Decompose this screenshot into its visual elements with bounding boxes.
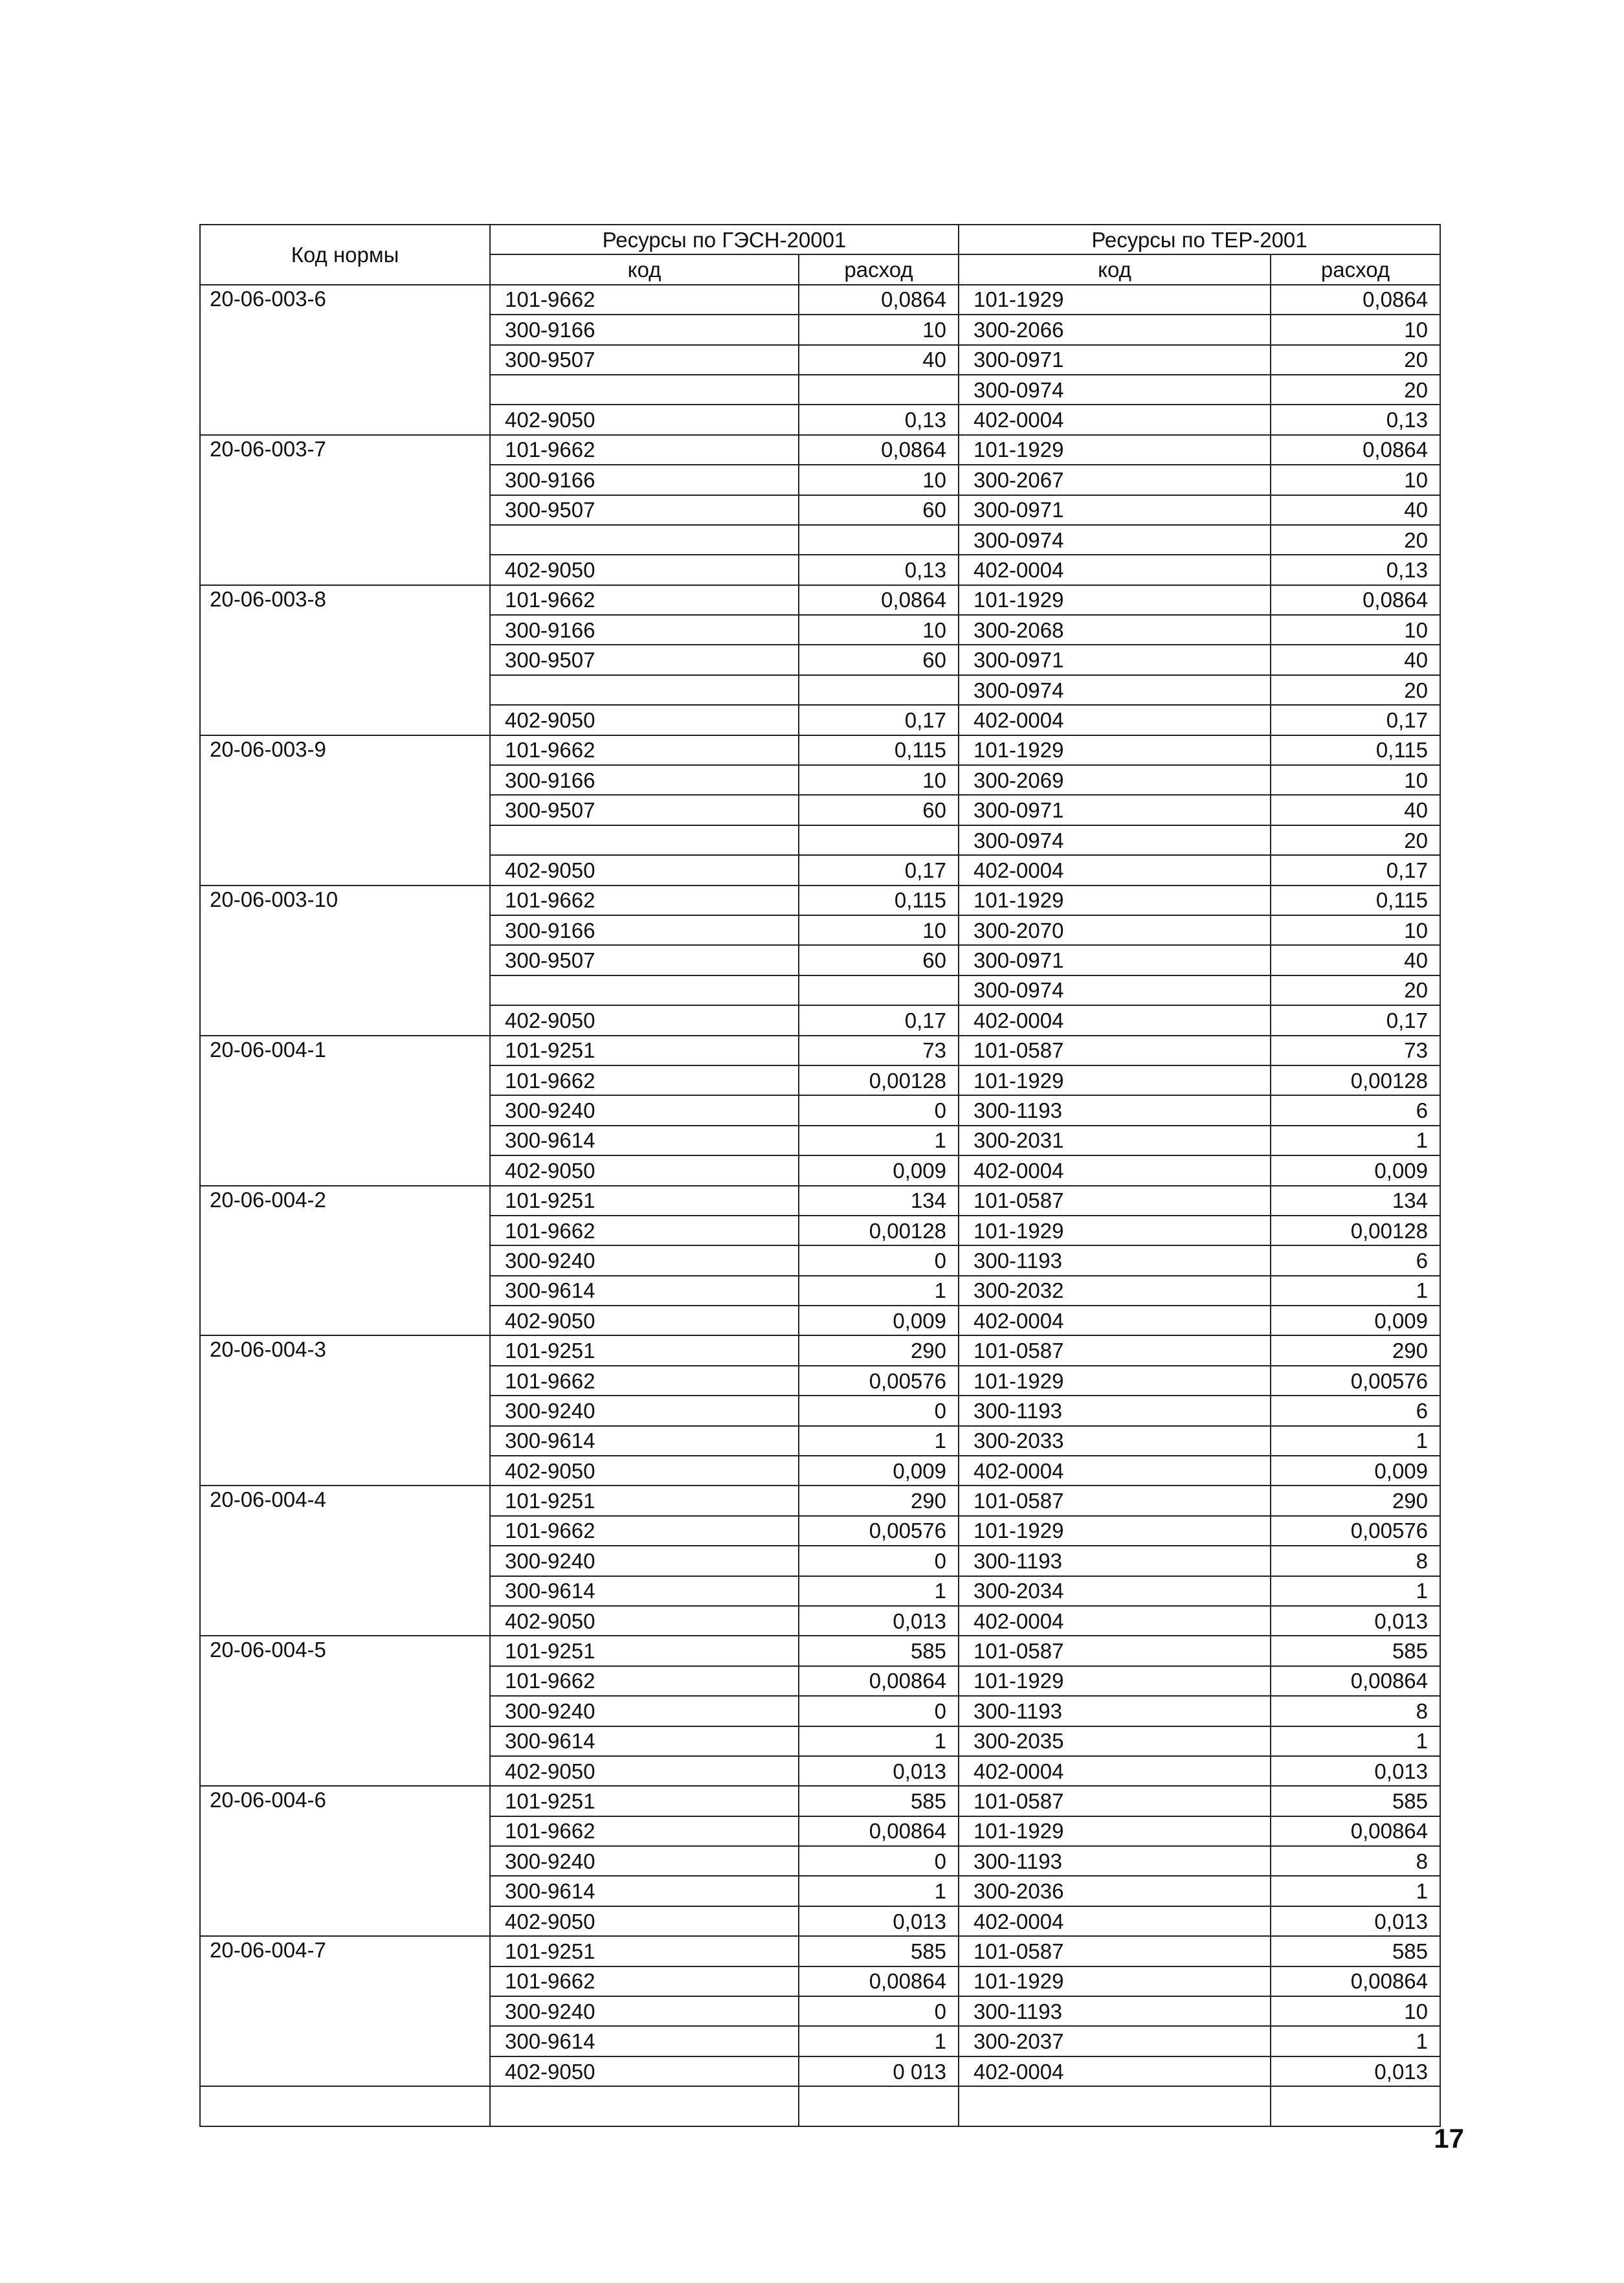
ter-rate-cell: 6	[1271, 1095, 1440, 1125]
gesn-rate-cell: 0,009	[799, 1306, 959, 1335]
ter-code-cell: 300-0971	[959, 645, 1271, 674]
gesn-code-cell: 101-9662	[490, 1366, 799, 1396]
ter-code-cell: 101-1929	[959, 285, 1271, 315]
ter-rate-cell: 1	[1271, 1126, 1440, 1155]
gesn-rate-cell	[799, 675, 959, 705]
gesn-rate-cell: 1	[799, 1876, 959, 1906]
ter-rate-cell: 0,0864	[1271, 435, 1440, 465]
ter-code-cell: 101-0587	[959, 1486, 1271, 1515]
gesn-code-cell: 300-9240	[490, 1846, 799, 1876]
ter-rate-cell: 10	[1271, 615, 1440, 645]
table-body	[200, 285, 1440, 2126]
empty-cell	[959, 2086, 1271, 2126]
gesn-code-cell: 300-9614	[490, 1126, 799, 1155]
empty-cell	[200, 2086, 490, 2126]
gesn-code-cell: 101-9662	[490, 1065, 799, 1095]
table-row	[200, 1636, 1440, 1665]
ter-code-cell: 402-0004	[959, 1606, 1271, 1636]
gesn-code-cell: 402-9050	[490, 705, 799, 735]
ter-code-cell: 101-1929	[959, 435, 1271, 465]
ter-code-cell: 300-2037	[959, 2026, 1271, 2056]
table-row	[200, 435, 1440, 465]
gesn-code-cell: 300-9614	[490, 1876, 799, 1906]
gesn-rate-cell: 0,00576	[799, 1366, 959, 1396]
ter-code-cell: 402-0004	[959, 1155, 1271, 1185]
gesn-code-cell: 101-9251	[490, 1335, 799, 1365]
ter-rate-cell: 0,13	[1271, 405, 1440, 434]
gesn-code-cell: 300-9507	[490, 795, 799, 825]
gesn-code-cell: 300-9240	[490, 1546, 799, 1576]
norm-code-cell: 20-06-004-3	[200, 1335, 490, 1486]
norm-code-cell: 20-06-004-1	[200, 1036, 490, 1186]
ter-code-cell: 101-1929	[959, 1366, 1271, 1396]
gesn-code-cell: 300-9166	[490, 915, 799, 945]
ter-rate-cell: 0,009	[1271, 1306, 1440, 1335]
gesn-rate-cell	[799, 825, 959, 855]
gesn-code-cell	[490, 525, 799, 555]
gesn-rate-cell: 0,00864	[799, 1666, 959, 1696]
ter-code-cell: 300-2035	[959, 1726, 1271, 1756]
norm-code-cell: 20-06-004-5	[200, 1636, 490, 1786]
gesn-code-cell: 300-9507	[490, 645, 799, 674]
ter-code-cell: 101-1929	[959, 585, 1271, 615]
norm-code-cell: 20-06-003-9	[200, 735, 490, 885]
gesn-rate-cell: 60	[799, 645, 959, 674]
ter-rate-cell: 0,0864	[1271, 285, 1440, 315]
ter-rate-cell: 0,00128	[1271, 1216, 1440, 1245]
ter-code-cell: 402-0004	[959, 1906, 1271, 1936]
table-row	[200, 1936, 1440, 1966]
gesn-code-cell: 402-9050	[490, 555, 799, 585]
gesn-rate-cell: 0,00864	[799, 1816, 959, 1846]
gesn-code-cell: 402-9050	[490, 2056, 799, 2086]
ter-rate-cell: 1	[1271, 1726, 1440, 1756]
ter-code-cell: 300-1193	[959, 1996, 1271, 2026]
ter-rate-cell: 20	[1271, 375, 1440, 405]
ter-rate-cell: 10	[1271, 315, 1440, 344]
ter-code-cell: 101-1929	[959, 1516, 1271, 1546]
table-row	[200, 1335, 1440, 1365]
ter-rate-cell: 20	[1271, 525, 1440, 555]
gesn-rate-cell: 0,17	[799, 1005, 959, 1035]
ter-code-cell: 300-2069	[959, 765, 1271, 795]
ter-rate-cell: 40	[1271, 645, 1440, 674]
ter-code-cell: 300-1193	[959, 1245, 1271, 1275]
ter-code-cell: 300-2034	[959, 1576, 1271, 1606]
gesn-rate-cell: 0,115	[799, 735, 959, 765]
ter-code-cell: 101-0587	[959, 1786, 1271, 1816]
ter-rate-cell: 20	[1271, 345, 1440, 375]
ter-rate-cell: 585	[1271, 1786, 1440, 1816]
gesn-rate-cell: 1	[799, 1426, 959, 1456]
gesn-code-cell: 300-9240	[490, 1996, 799, 2026]
gesn-rate-cell: 60	[799, 795, 959, 825]
ter-rate-cell: 0,17	[1271, 1005, 1440, 1035]
ter-rate-cell: 8	[1271, 1696, 1440, 1726]
ter-rate-cell: 40	[1271, 495, 1440, 525]
gesn-code-cell: 101-9251	[490, 1186, 799, 1216]
ter-rate-cell: 10	[1271, 1996, 1440, 2026]
ter-code-cell: 101-0587	[959, 1636, 1271, 1665]
header-gesn-resources: Ресурсы по ГЭСН-20001	[490, 225, 959, 254]
gesn-code-cell: 300-9507	[490, 495, 799, 525]
ter-code-cell: 300-2067	[959, 465, 1271, 495]
gesn-rate-cell: 0 013	[799, 2056, 959, 2086]
ter-rate-cell: 73	[1271, 1036, 1440, 1065]
gesn-code-cell: 402-9050	[490, 1906, 799, 1936]
ter-code-cell: 300-2032	[959, 1276, 1271, 1306]
gesn-code-cell: 101-9662	[490, 1216, 799, 1245]
gesn-code-cell: 101-9662	[490, 735, 799, 765]
empty-cell	[1271, 2086, 1440, 2126]
gesn-code-cell: 300-9614	[490, 1576, 799, 1606]
gesn-rate-cell: 10	[799, 315, 959, 344]
ter-code-cell: 300-2068	[959, 615, 1271, 645]
norm-code-cell: 20-06-003-10	[200, 885, 490, 1036]
ter-rate-cell: 10	[1271, 765, 1440, 795]
gesn-code-cell: 101-9662	[490, 435, 799, 465]
ter-code-cell: 402-0004	[959, 705, 1271, 735]
gesn-rate-cell: 1	[799, 2026, 959, 2056]
empty-cell	[799, 2086, 959, 2126]
gesn-rate-cell: 585	[799, 1786, 959, 1816]
gesn-rate-cell: 0,013	[799, 1906, 959, 1936]
ter-rate-cell: 0,115	[1271, 735, 1440, 765]
empty-cell	[490, 2086, 799, 2126]
ter-rate-cell: 0,17	[1271, 705, 1440, 735]
gesn-rate-cell: 0	[799, 1095, 959, 1125]
empty-row	[200, 2086, 1440, 2126]
gesn-rate-cell	[799, 975, 959, 1005]
gesn-rate-cell: 0	[799, 1245, 959, 1275]
gesn-rate-cell: 10	[799, 465, 959, 495]
gesn-rate-cell	[799, 525, 959, 555]
ter-rate-cell: 0,0864	[1271, 585, 1440, 615]
ter-code-cell: 101-1929	[959, 1816, 1271, 1846]
resources-table	[199, 224, 1441, 2127]
ter-code-cell: 300-0971	[959, 795, 1271, 825]
ter-rate-cell: 585	[1271, 1936, 1440, 1966]
gesn-code-cell: 300-9614	[490, 2026, 799, 2056]
ter-rate-cell: 0,00864	[1271, 1816, 1440, 1846]
ter-rate-cell: 0,00864	[1271, 1966, 1440, 1996]
ter-rate-cell: 0,013	[1271, 1906, 1440, 1936]
table-row	[200, 1186, 1440, 1216]
table-row	[200, 585, 1440, 615]
norm-code-cell: 20-06-004-2	[200, 1186, 490, 1336]
gesn-code-cell: 300-9240	[490, 1095, 799, 1125]
gesn-rate-cell: 10	[799, 615, 959, 645]
ter-rate-cell: 0,013	[1271, 2056, 1440, 2086]
ter-code-cell: 300-0974	[959, 525, 1271, 555]
norm-code-cell: 20-06-003-7	[200, 435, 490, 585]
norm-code-cell: 20-06-004-6	[200, 1786, 490, 1936]
ter-code-cell: 101-0587	[959, 1936, 1271, 1966]
ter-code-cell: 402-0004	[959, 2056, 1271, 2086]
gesn-rate-cell: 0,009	[799, 1155, 959, 1185]
gesn-rate-cell: 134	[799, 1186, 959, 1216]
ter-code-cell: 101-0587	[959, 1036, 1271, 1065]
gesn-code-cell: 402-9050	[490, 1606, 799, 1636]
ter-code-cell: 300-0974	[959, 675, 1271, 705]
ter-rate-cell: 0,009	[1271, 1155, 1440, 1185]
ter-rate-cell: 10	[1271, 465, 1440, 495]
ter-code-cell: 300-0974	[959, 975, 1271, 1005]
ter-code-cell: 300-2036	[959, 1876, 1271, 1906]
ter-rate-cell: 0,00128	[1271, 1065, 1440, 1095]
gesn-code-cell: 101-9662	[490, 1816, 799, 1846]
ter-rate-cell: 1	[1271, 1576, 1440, 1606]
table-row	[200, 1786, 1440, 1816]
ter-code-cell: 300-0974	[959, 375, 1271, 405]
gesn-rate-cell: 60	[799, 495, 959, 525]
gesn-code-cell: 402-9050	[490, 1306, 799, 1335]
ter-rate-cell: 1	[1271, 1876, 1440, 1906]
gesn-rate-cell: 73	[799, 1036, 959, 1065]
ter-rate-cell: 134	[1271, 1186, 1440, 1216]
ter-rate-cell: 10	[1271, 915, 1440, 945]
gesn-code-cell: 101-9662	[490, 585, 799, 615]
gesn-code-cell: 300-9166	[490, 315, 799, 344]
norm-code-cell: 20-06-003-6	[200, 285, 490, 435]
gesn-code-cell: 101-9251	[490, 1486, 799, 1515]
table-row	[200, 285, 1440, 315]
gesn-rate-cell: 10	[799, 915, 959, 945]
ter-rate-cell: 0,009	[1271, 1456, 1440, 1486]
gesn-rate-cell: 40	[799, 345, 959, 375]
gesn-rate-cell: 1	[799, 1276, 959, 1306]
gesn-rate-cell: 0,013	[799, 1756, 959, 1786]
ter-code-cell: 300-0971	[959, 345, 1271, 375]
ter-rate-cell: 8	[1271, 1546, 1440, 1576]
gesn-rate-cell: 585	[799, 1636, 959, 1665]
ter-code-cell: 300-1193	[959, 1396, 1271, 1425]
gesn-rate-cell: 1	[799, 1126, 959, 1155]
ter-code-cell: 300-0971	[959, 495, 1271, 525]
ter-rate-cell: 6	[1271, 1245, 1440, 1275]
ter-rate-cell: 0,013	[1271, 1756, 1440, 1786]
ter-code-cell: 300-1193	[959, 1546, 1271, 1576]
gesn-rate-cell: 60	[799, 945, 959, 975]
gesn-rate-cell: 0,00128	[799, 1065, 959, 1095]
gesn-code-cell: 402-9050	[490, 855, 799, 885]
gesn-rate-cell: 0,013	[799, 1606, 959, 1636]
gesn-code-cell: 101-9251	[490, 1786, 799, 1816]
ter-rate-cell: 0,00576	[1271, 1516, 1440, 1546]
page-number: 17	[1434, 2123, 1464, 2154]
ter-code-cell: 300-1193	[959, 1846, 1271, 1876]
ter-code-cell: 402-0004	[959, 855, 1271, 885]
header-norm-code: Код нормы	[200, 225, 490, 285]
gesn-rate-cell: 0,0864	[799, 285, 959, 315]
gesn-code-cell: 300-9507	[490, 945, 799, 975]
ter-rate-cell: 0,13	[1271, 555, 1440, 585]
ter-code-cell: 101-1929	[959, 735, 1271, 765]
gesn-code-cell: 402-9050	[490, 405, 799, 434]
gesn-code-cell: 300-9166	[490, 465, 799, 495]
gesn-rate-cell: 10	[799, 765, 959, 795]
gesn-code-cell: 101-9251	[490, 1036, 799, 1065]
header-gesn-code: код	[490, 254, 799, 284]
header-ter-rate: расход	[1271, 254, 1440, 284]
ter-rate-cell: 8	[1271, 1846, 1440, 1876]
ter-rate-cell: 6	[1271, 1396, 1440, 1425]
gesn-code-cell: 300-9166	[490, 615, 799, 645]
gesn-code-cell	[490, 975, 799, 1005]
gesn-code-cell: 101-9662	[490, 1966, 799, 1996]
gesn-code-cell: 300-9240	[490, 1696, 799, 1726]
header-ter-code: код	[959, 254, 1271, 284]
ter-code-cell: 101-1929	[959, 1216, 1271, 1245]
gesn-code-cell: 402-9050	[490, 1756, 799, 1786]
gesn-code-cell: 402-9050	[490, 1456, 799, 1486]
ter-code-cell: 402-0004	[959, 405, 1271, 434]
gesn-rate-cell: 0,115	[799, 885, 959, 915]
ter-rate-cell: 1	[1271, 2026, 1440, 2056]
gesn-rate-cell: 0	[799, 1846, 959, 1876]
ter-rate-cell: 290	[1271, 1335, 1440, 1365]
gesn-rate-cell: 0,17	[799, 705, 959, 735]
norm-code-cell: 20-06-004-7	[200, 1936, 490, 2086]
gesn-code-cell: 101-9662	[490, 1516, 799, 1546]
gesn-rate-cell: 0,13	[799, 405, 959, 434]
table-row	[200, 885, 1440, 915]
norm-code-cell: 20-06-003-8	[200, 585, 490, 735]
gesn-code-cell: 101-9662	[490, 885, 799, 915]
gesn-rate-cell: 585	[799, 1936, 959, 1966]
ter-code-cell: 101-1929	[959, 1666, 1271, 1696]
gesn-code-cell	[490, 375, 799, 405]
gesn-rate-cell: 0,0864	[799, 435, 959, 465]
ter-code-cell: 300-0974	[959, 825, 1271, 855]
ter-code-cell: 300-2033	[959, 1426, 1271, 1456]
gesn-code-cell: 101-9662	[490, 1666, 799, 1696]
gesn-code-cell: 101-9251	[490, 1636, 799, 1665]
header-gesn-rate: расход	[799, 254, 959, 284]
gesn-code-cell	[490, 675, 799, 705]
gesn-rate-cell	[799, 375, 959, 405]
gesn-code-cell: 300-9166	[490, 765, 799, 795]
gesn-code-cell: 300-9507	[490, 345, 799, 375]
gesn-code-cell: 402-9050	[490, 1155, 799, 1185]
table-row	[200, 1486, 1440, 1515]
ter-rate-cell: 0,00576	[1271, 1366, 1440, 1396]
ter-code-cell: 101-0587	[959, 1186, 1271, 1216]
ter-code-cell: 300-1193	[959, 1095, 1271, 1125]
ter-code-cell: 101-1929	[959, 1065, 1271, 1095]
ter-rate-cell: 20	[1271, 675, 1440, 705]
gesn-code-cell: 101-9251	[490, 1936, 799, 1966]
gesn-code-cell: 300-9614	[490, 1276, 799, 1306]
ter-rate-cell: 20	[1271, 825, 1440, 855]
ter-code-cell: 402-0004	[959, 1456, 1271, 1486]
gesn-code-cell: 402-9050	[490, 1005, 799, 1035]
ter-rate-cell: 1	[1271, 1426, 1440, 1456]
ter-code-cell: 300-2066	[959, 315, 1271, 344]
gesn-code-cell: 300-9240	[490, 1245, 799, 1275]
ter-code-cell: 101-0587	[959, 1335, 1271, 1365]
gesn-rate-cell: 1	[799, 1576, 959, 1606]
gesn-rate-cell: 0	[799, 1996, 959, 2026]
gesn-code-cell: 300-9614	[490, 1426, 799, 1456]
norm-code-cell: 20-06-004-4	[200, 1486, 490, 1636]
ter-code-cell: 300-2031	[959, 1126, 1271, 1155]
gesn-rate-cell: 0,009	[799, 1456, 959, 1486]
gesn-rate-cell: 0,13	[799, 555, 959, 585]
header-ter-resources: Ресурсы по ТЕР-2001	[959, 225, 1440, 254]
gesn-rate-cell: 0,00128	[799, 1216, 959, 1245]
ter-code-cell: 402-0004	[959, 1306, 1271, 1335]
table-row	[200, 735, 1440, 765]
ter-rate-cell: 40	[1271, 795, 1440, 825]
gesn-rate-cell: 0	[799, 1396, 959, 1425]
ter-rate-cell: 1	[1271, 1276, 1440, 1306]
gesn-code-cell: 300-9614	[490, 1726, 799, 1756]
gesn-rate-cell: 0,00864	[799, 1966, 959, 1996]
ter-code-cell: 300-0971	[959, 945, 1271, 975]
ter-rate-cell: 20	[1271, 975, 1440, 1005]
ter-code-cell: 101-1929	[959, 885, 1271, 915]
ter-rate-cell: 290	[1271, 1486, 1440, 1515]
ter-rate-cell: 585	[1271, 1636, 1440, 1665]
gesn-rate-cell: 0,17	[799, 855, 959, 885]
gesn-rate-cell: 290	[799, 1335, 959, 1365]
gesn-rate-cell: 0	[799, 1546, 959, 1576]
table-row	[200, 1036, 1440, 1065]
ter-code-cell: 402-0004	[959, 1005, 1271, 1035]
gesn-rate-cell: 0,0864	[799, 585, 959, 615]
ter-rate-cell: 0,17	[1271, 855, 1440, 885]
gesn-code-cell: 300-9240	[490, 1396, 799, 1425]
ter-code-cell: 402-0004	[959, 555, 1271, 585]
gesn-code-cell: 101-9662	[490, 285, 799, 315]
ter-rate-cell: 0,013	[1271, 1606, 1440, 1636]
gesn-rate-cell: 0	[799, 1696, 959, 1726]
ter-rate-cell: 0,00864	[1271, 1666, 1440, 1696]
ter-rate-cell: 40	[1271, 945, 1440, 975]
gesn-rate-cell: 0,00576	[799, 1516, 959, 1546]
ter-code-cell: 300-1193	[959, 1696, 1271, 1726]
table-header	[200, 225, 1440, 285]
ter-rate-cell: 0,115	[1271, 885, 1440, 915]
ter-code-cell: 402-0004	[959, 1756, 1271, 1786]
ter-code-cell: 300-2070	[959, 915, 1271, 945]
gesn-rate-cell: 1	[799, 1726, 959, 1756]
gesn-code-cell	[490, 825, 799, 855]
gesn-rate-cell: 290	[799, 1486, 959, 1515]
ter-code-cell: 101-1929	[959, 1966, 1271, 1996]
